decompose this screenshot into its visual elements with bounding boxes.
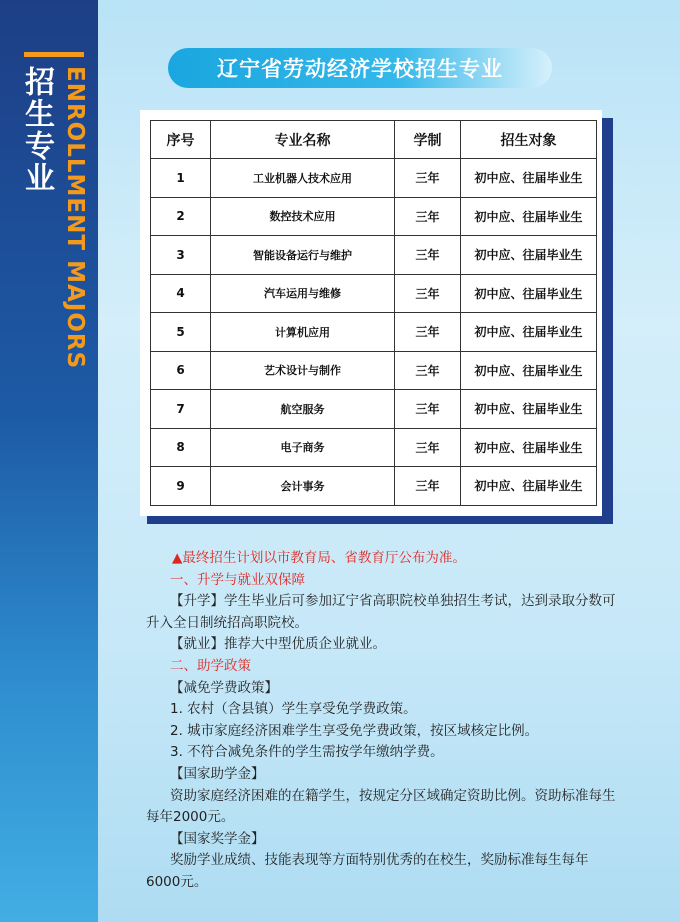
- section2-title: 二、助学政策: [170, 657, 251, 674]
- jianmian-title: 【减免学费政策】: [170, 679, 278, 696]
- cell-major: 电子商务: [211, 428, 395, 467]
- header-target: 招生对象: [461, 121, 597, 159]
- cell-duration: 三年: [395, 197, 461, 236]
- cell-index: 6: [151, 351, 211, 390]
- cell-index: 8: [151, 428, 211, 467]
- cell-major: 汽车运用与维修: [211, 274, 395, 313]
- cell-major: 工业机器人技术应用: [211, 159, 395, 198]
- table-row: [151, 274, 597, 313]
- cell-target: 初中应、往届毕业生: [461, 236, 597, 275]
- cell-target: 初中应、往届毕业生: [461, 159, 597, 198]
- page-title: 辽宁省劳动经济学校招生专业: [217, 57, 503, 81]
- notice-text: ▲最终招生计划以市教育局、省教育厅公布为准。: [172, 550, 466, 566]
- cell-index: 3: [151, 236, 211, 275]
- cell-index: 1: [151, 159, 211, 198]
- zhuxue-text: 资助家庭经济困难的在籍学生，按规定分区域确定资助比例。资助标准每生每年2000元。: [146, 787, 616, 826]
- header-duration: 学制: [395, 121, 461, 159]
- cell-major: 会计事务: [211, 467, 395, 506]
- cell-target: 初中应、往届毕业生: [461, 274, 597, 313]
- majors-table: [150, 120, 597, 506]
- cell-index: 7: [151, 390, 211, 429]
- section1-title: 一、升学与就业双保障: [170, 571, 305, 588]
- table-row: [151, 428, 597, 467]
- cell-target: 初中应、往届毕业生: [461, 197, 597, 236]
- cell-major: 计算机应用: [211, 313, 395, 352]
- majors-table-card: [140, 110, 602, 516]
- jiangxue-text: 奖励学业成绩、技能表现等方面特别优秀的在校生，奖励标准每生每年6000元。: [146, 852, 589, 890]
- table-row: [151, 351, 597, 390]
- cell-major: 艺术设计与制作: [211, 351, 395, 390]
- header-index: 序号: [151, 121, 211, 159]
- shengxue-text: 【升学】学生毕业后可参加辽宁省高职院校单独招生考试，达到录取分数可升入全日制统招高职院校。: [146, 593, 616, 631]
- cell-target: 初中应、往届毕业生: [461, 313, 597, 352]
- policy-notes: [146, 548, 622, 894]
- cell-major: 航空服务: [211, 390, 395, 429]
- cell-duration: 三年: [395, 159, 461, 198]
- table-row: [151, 197, 597, 236]
- cell-duration: 三年: [395, 313, 461, 352]
- jianmian-item-3: 3. 不符合减免条件的学生需按学年缴纳学费。: [170, 744, 444, 761]
- cell-index: 4: [151, 274, 211, 313]
- cell-duration: 三年: [395, 274, 461, 313]
- zhuxue-title: 【国家助学金】: [170, 765, 265, 782]
- page-title-pill: [168, 48, 552, 88]
- jianmian-item-2: 2. 城市家庭经济困难学生享受免学费政策，按区域核定比例。: [170, 722, 539, 739]
- cell-target: 初中应、往届毕业生: [461, 467, 597, 506]
- cell-duration: 三年: [395, 390, 461, 429]
- jiuye-text: 【就业】推荐大中型优质企业就业。: [170, 636, 386, 653]
- table-row: [151, 467, 597, 506]
- cell-duration: 三年: [395, 467, 461, 506]
- cell-major: 智能设备运行与维护: [211, 236, 395, 275]
- cell-duration: 三年: [395, 351, 461, 390]
- table-row: [151, 236, 597, 275]
- header-major: 专业名称: [211, 121, 395, 159]
- cell-target: 初中应、往届毕业生: [461, 428, 597, 467]
- cell-index: 5: [151, 313, 211, 352]
- cell-index: 2: [151, 197, 211, 236]
- table-row: [151, 159, 597, 198]
- side-band: [0, 0, 98, 922]
- accent-bar: [24, 52, 84, 57]
- table-row: [151, 390, 597, 429]
- jiangxue-title: 【国家奖学金】: [170, 830, 265, 847]
- table-header-row: [151, 121, 597, 159]
- cell-duration: 三年: [395, 236, 461, 275]
- cell-target: 初中应、往届毕业生: [461, 390, 597, 429]
- table-row: [151, 313, 597, 352]
- side-title-en: ENROLLMENT MAJORS: [62, 66, 88, 370]
- cell-major: 数控技术应用: [211, 197, 395, 236]
- cell-index: 9: [151, 467, 211, 506]
- cell-target: 初中应、往届毕业生: [461, 351, 597, 390]
- side-title-cn: 招生专业: [19, 66, 54, 194]
- jianmian-item-1: 1. 农村（含县镇）学生享受免学费政策。: [170, 701, 417, 718]
- cell-duration: 三年: [395, 428, 461, 467]
